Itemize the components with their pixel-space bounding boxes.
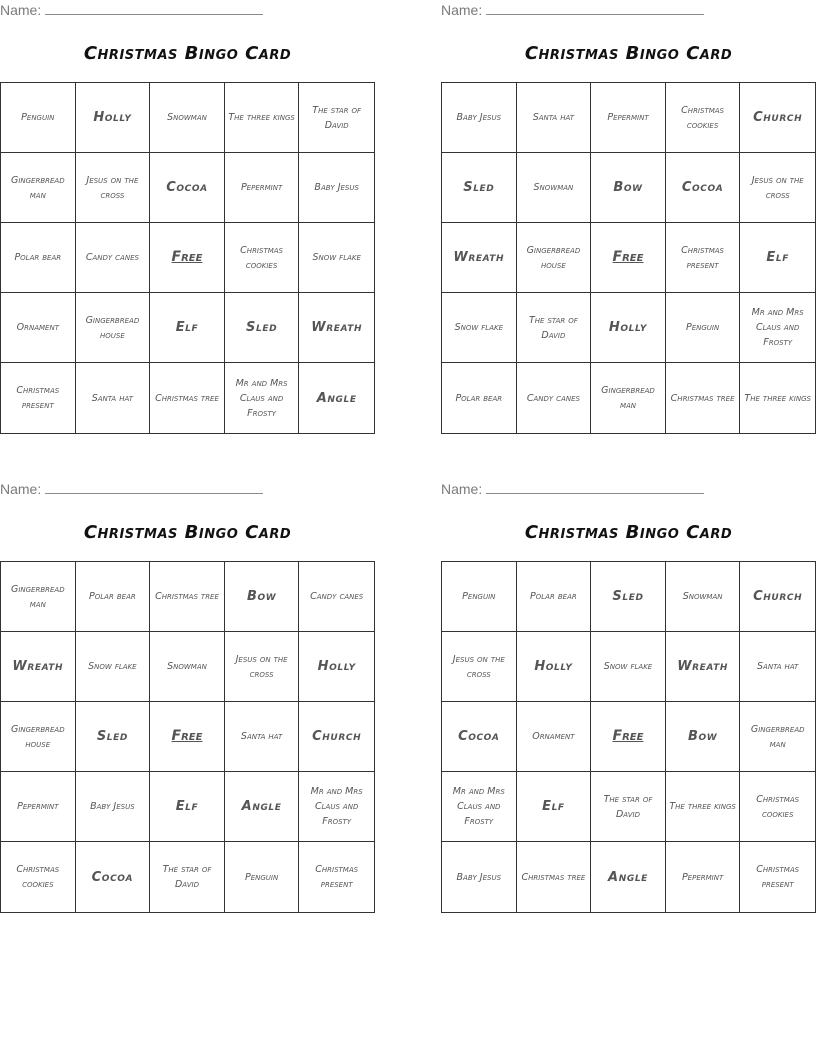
bingo-cell: Cocoa [150, 153, 225, 223]
name-blank-line[interactable] [486, 481, 704, 494]
bingo-cell: Snowman [150, 83, 225, 153]
bingo-cell: Christmas present [666, 223, 741, 293]
bingo-cell: Gingerbread house [1, 702, 76, 772]
bingo-cell: The three kings [666, 772, 741, 842]
bingo-cell: Polar bear [517, 562, 592, 632]
bingo-cell: Ornament [517, 702, 592, 772]
bingo-cell: Christmas tree [150, 363, 225, 433]
bingo-cell: Holly [299, 632, 374, 702]
bingo-cell: Polar bear [1, 223, 76, 293]
bingo-cell: Jesus on the cross [740, 153, 815, 223]
bingo-cell: Snow flake [76, 632, 151, 702]
name-label: Name: [441, 2, 483, 18]
bingo-cell: Sled [442, 153, 517, 223]
bingo-cell: Cocoa [666, 153, 741, 223]
bingo-cell: Baby Jesus [76, 772, 151, 842]
bingo-cell: Elf [150, 772, 225, 842]
card-title: Christmas Bingo Card [524, 43, 733, 64]
bingo-cell: Elf [150, 293, 225, 363]
bingo-cell: Gingerbread house [76, 293, 151, 363]
bingo-cell: Christmas present [315, 864, 359, 890]
bingo-cell: Wreath [666, 632, 741, 702]
name-field[interactable] [441, 481, 704, 497]
bingo-cell: Wreath [442, 223, 517, 293]
bingo-cell: Sled [591, 562, 666, 632]
bingo-cell: Holly [517, 632, 592, 702]
bingo-cell: Gingerbread man [591, 363, 666, 433]
bingo-cell: Baby Jesus [442, 83, 517, 153]
free-space-cell: Free [150, 702, 225, 772]
bingo-cell: Jesus on the cross [442, 632, 517, 702]
bingo-cell: Snow flake [591, 632, 666, 702]
bingo-cell: Baby Jesus [442, 842, 517, 912]
bingo-cell: Church [740, 83, 815, 153]
bingo-cell: Church [299, 702, 374, 772]
bingo-cell: Santa hat [740, 632, 815, 702]
bingo-cell: Christmas cookies [740, 772, 815, 842]
bingo-cell: Mr and Mrs Claus and Frosty [225, 363, 300, 433]
bingo-cell: Cocoa [76, 842, 151, 912]
name-blank-line[interactable] [45, 2, 263, 15]
bingo-cell: Elf [740, 223, 815, 293]
bingo-cell: Santa hat [225, 702, 300, 772]
bingo-cell: Bow [225, 562, 300, 632]
bingo-cell: Candy canes [299, 562, 374, 632]
bingo-cell: The three kings [744, 392, 811, 404]
bingo-cell: Ornament [1, 293, 76, 363]
bingo-cell: Gingerbread man [1, 562, 76, 632]
free-space-cell: Free [591, 702, 666, 772]
bingo-cell: Penguin [225, 842, 300, 912]
bingo-cell: Holly [76, 83, 151, 153]
bingo-cell: Wreath [1, 632, 76, 702]
bingo-cell: Polar bear [442, 363, 517, 433]
bingo-cell: The star of David [150, 842, 225, 912]
name-field[interactable] [0, 481, 263, 497]
bingo-cell: Angle [316, 390, 357, 406]
bingo-cell: Candy canes [517, 363, 592, 433]
bingo-grid [0, 561, 375, 913]
bingo-cell: Church [740, 562, 815, 632]
bingo-cell: Snowman [517, 153, 592, 223]
bingo-cell: Gingerbread house [517, 223, 592, 293]
bingo-cell: Angle [225, 772, 300, 842]
bingo-grid [441, 82, 816, 434]
free-space-cell: Free [591, 223, 666, 293]
bingo-cell: The star of David [517, 293, 592, 363]
bingo-cell: Christmas tree [150, 562, 225, 632]
bingo-cell: Mr and Mrs Claus and Frosty [740, 293, 815, 363]
bingo-grid [0, 82, 375, 434]
bingo-cell: Mr and Mrs Claus and Frosty [299, 772, 374, 842]
bingo-cell: Candy canes [76, 223, 151, 293]
bingo-cell: Polar bear [76, 562, 151, 632]
bingo-cell: The star of David [591, 772, 666, 842]
bingo-cell: Jesus on the cross [76, 153, 151, 223]
card-title: Christmas Bingo Card [83, 522, 292, 543]
bingo-cell: Pepermint [591, 83, 666, 153]
bingo-cell: Snowman [666, 562, 741, 632]
bingo-cell: Christmas present [756, 864, 800, 890]
bingo-cell: Penguin [442, 562, 517, 632]
bingo-cell: Christmas tree [666, 363, 741, 433]
name-blank-line[interactable] [45, 481, 263, 494]
bingo-cell: Christmas cookies [1, 842, 76, 912]
bingo-cell: Mr and Mrs Claus and Frosty [442, 772, 517, 842]
free-space-cell: Free [150, 223, 225, 293]
bingo-cell: Christmas cookies [666, 83, 741, 153]
bingo-cell: Jesus on the cross [225, 632, 300, 702]
name-field[interactable] [441, 2, 704, 18]
bingo-cell: Snowman [150, 632, 225, 702]
bingo-cell: Bow [666, 702, 741, 772]
bingo-cell: The three kings [225, 83, 300, 153]
bingo-cell: Gingerbread man [740, 702, 815, 772]
name-label: Name: [441, 481, 483, 497]
name-blank-line[interactable] [486, 2, 704, 15]
bingo-cell: Penguin [1, 83, 76, 153]
card-title: Christmas Bingo Card [524, 522, 733, 543]
bingo-cell: Sled [76, 702, 151, 772]
bingo-cell: Elf [517, 772, 592, 842]
bingo-cell: Christmas tree [517, 842, 592, 912]
bingo-cell: Christmas cookies [225, 223, 300, 293]
bingo-cell: Pepermint [225, 153, 300, 223]
bingo-cell: Gingerbread man [1, 153, 76, 223]
bingo-cell: Snow flake [442, 293, 517, 363]
bingo-cell: Snow flake [299, 223, 374, 293]
bingo-cell: The star of David [299, 83, 374, 153]
name-label: Name: [0, 2, 42, 18]
name-field[interactable] [0, 2, 263, 18]
bingo-cell: Penguin [666, 293, 741, 363]
bingo-cell: Cocoa [442, 702, 517, 772]
bingo-cell: Baby Jesus [299, 153, 374, 223]
bingo-grid [441, 561, 816, 913]
bingo-cell: Wreath [299, 293, 374, 363]
bingo-cell: Holly [591, 293, 666, 363]
bingo-cell: Christmas present [1, 363, 76, 433]
card-title: Christmas Bingo Card [83, 43, 292, 64]
bingo-cell: Bow [591, 153, 666, 223]
bingo-cell: Sled [225, 293, 300, 363]
bingo-cell: Pepermint [666, 842, 741, 912]
name-label: Name: [0, 481, 42, 497]
bingo-cell: Santa hat [517, 83, 592, 153]
bingo-cell: Santa hat [76, 363, 151, 433]
bingo-cell: Angle [591, 842, 666, 912]
bingo-cell: Pepermint [1, 772, 76, 842]
